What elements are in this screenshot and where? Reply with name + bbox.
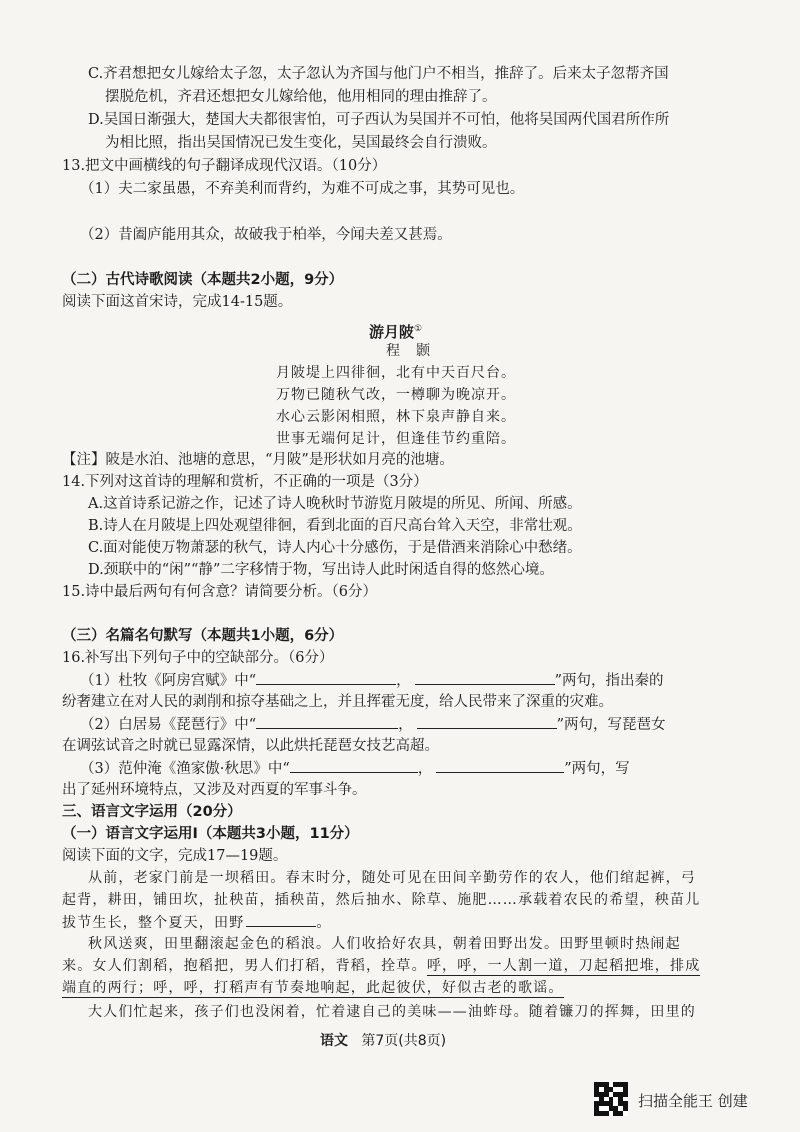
page-footer <box>320 1030 446 1050</box>
scanner-brand-label: 扫描全能王 创建 <box>638 1092 748 1110</box>
q16-item1-prefix: （1）杜牧《阿房宫赋》中“ <box>80 673 257 689</box>
q16-item3-suffix: ”两句，写 <box>564 761 630 777</box>
blank-16-2b[interactable] <box>417 714 557 729</box>
blank-16-3b[interactable] <box>436 758 564 773</box>
passage-p2-line3 <box>62 978 564 998</box>
question-16-item3 <box>80 758 630 779</box>
q16-item2-suffix: ”两句，写琵琶女 <box>556 717 666 733</box>
poetry-instruction: 阅读下面这首宋诗，完成14-15题。 <box>62 294 293 310</box>
q16-item1-mid: ， <box>396 673 411 689</box>
passage-p1-line3 <box>62 912 332 933</box>
blank-16-3a[interactable] <box>290 758 418 773</box>
poem-verse-3: 水心云影闲相照，林下泉声静自来。 <box>276 409 516 425</box>
question-14: 14.下列对这首诗的理解和赏析，不正确的一项是（3分） <box>62 474 428 490</box>
blank-passage-1[interactable] <box>246 912 316 927</box>
passage-p2-line2-text: 来。女人们割稻，抱稻把，男人们打稻，背稻，拴草。 <box>62 958 427 974</box>
poem-note: 【注】陂是水泊、池塘的意思，“月陂”是形状如月亮的池塘。 <box>62 452 454 468</box>
q16-item1-suffix: ”两句，指出秦的 <box>554 673 664 689</box>
question-16-item2 <box>80 714 666 735</box>
q16-item3-prefix: （3）范仲淹《渔家傲·秋思》中“ <box>80 761 290 777</box>
poem-title-text: 游月陂 <box>369 323 415 341</box>
section-recitation-heading: （三）名篇名句默写（本题共1小题，6分） <box>62 628 344 644</box>
passage-instruction: 阅读下面的文字，完成17—19题。 <box>62 848 288 864</box>
poem-verse-4: 世事无端何足计，但逢佳节约重陪。 <box>276 431 516 447</box>
option-c-line1: C.齐君想把女儿嫁给太子忽，太子忽认为齐国与他门户不相当，推辞了。后来太子忽帮齐国 <box>88 66 669 82</box>
q16-item2-mid: ， <box>398 717 413 733</box>
passage-p2-line2 <box>62 956 700 976</box>
passage-p1-line3-text: 拔节生长，整个夏天，田野 <box>62 915 245 931</box>
section-language-heading: 三、语言文字运用（20分） <box>62 804 242 820</box>
option-d-line1: D.吴国日渐强大，楚国大夫都很害怕，可子西认为吴国并不可怕，他将吴国两代国君所作所 <box>88 112 670 128</box>
underlined-sentence-part1: 呼，呼，一人割一道，刀起稻把堆，排成 <box>426 958 701 974</box>
poem-note-mark: ① <box>414 324 423 334</box>
question-13: 13.把文中画横线的句子翻译成现代汉语。（10分） <box>62 158 387 174</box>
question-16-item1 <box>80 670 664 691</box>
question-16-item2-cont: 在调弦试音之时就已显露深情，以此烘托琵琶女技艺高超。 <box>62 738 439 754</box>
question-15: 15.诗中最后两句有何含意？请简要分析。（6分） <box>62 584 378 600</box>
question-14-option-b: B.诗人在月陂堤上四处观望徘徊，看到北面的百尺高台耸入天空，非常壮观。 <box>88 518 582 534</box>
option-c-line2: 摆脱危机，齐君还想把女儿嫁给他，他用相同的理由推辞了。 <box>105 89 497 105</box>
blank-16-1b[interactable] <box>415 670 555 685</box>
blank-16-1a[interactable] <box>256 670 396 685</box>
option-d-line2: 为相比照，指出吴国情况已发生变化，吴国最终会自行溃败。 <box>105 135 497 151</box>
poem-verse-1: 月陂堤上四徘徊，北有中天百尺台。 <box>276 365 516 381</box>
question-13-part1: （1）夫二家虽愚，不弃美利而背约，为难不可成之事，其势可见也。 <box>80 181 525 197</box>
question-14-option-c: C.面对能使万物萧瑟的秋气，诗人内心十分感伤，于是借酒来消除心中愁绪。 <box>88 540 582 556</box>
footer-page-number: 第7页(共8页) <box>361 1033 447 1049</box>
poem-title <box>369 319 422 342</box>
poem-verse-2: 万物已随秋气改，一樽聊为晚凉开。 <box>276 387 516 403</box>
passage-p1-line2: 起背，耕田，铺田坎，扯秧苗，插秧苗，然后抽水、除草、施肥……承载着农民的希望，秧苗儿 <box>62 892 701 908</box>
passage-p1-line1: 从前，老家门前是一坝稻田。春末时分，随处可见在田间辛勤劳作的农人，他们绾起裤，弓 <box>88 870 696 886</box>
section-poetry-heading: （二）古代诗歌阅读（本题共2小题，9分） <box>62 272 344 288</box>
question-14-option-d: D.颈联中的“闲”“静”二字移情于物，写出诗人此时闲适自得的悠然心境。 <box>88 562 554 578</box>
poem-author: 程 颢 <box>386 343 431 359</box>
passage-p2-line1: 秋风送爽，田里翻滚起金色的稻浪。人们收拾好农具，朝着田野出发。田野里顿时热闹起 <box>88 936 681 952</box>
question-16-item3-cont: 出了延州环境特点，又涉及对西夏的军事斗争。 <box>62 782 367 798</box>
passage-p1-period: 。 <box>316 915 332 931</box>
q16-item3-mid: ， <box>417 761 433 777</box>
question-16-item1-cont: 纷奢建立在对人民的剥削和掠夺基础之上，并且挥霍无度，给人民带来了深重的灾难。 <box>62 694 613 710</box>
footer-subject: 语文 <box>320 1033 348 1049</box>
underlined-sentence-part2: 端直的两行；呼，呼，打稻声有节奏地响起，此起彼伏，好似古老的歌谣。 <box>62 980 564 996</box>
blank-16-2a[interactable] <box>256 714 398 729</box>
question-14-option-a: A.这首诗系记游之作，记述了诗人晚秋时节游览月陂堤的所见、所闻、所感。 <box>88 496 582 512</box>
q16-item2-prefix: （2）白居易《琵琶行》中“ <box>80 717 257 733</box>
question-16: 16.补写出下列句子中的空缺部分。（6分） <box>62 650 334 666</box>
section-language-1-heading: （一）语言文字运用Ⅰ（本题共3小题，11分） <box>62 826 359 842</box>
question-13-part2: （2）昔阖庐能用其众，故破我于柏举，今闻夫差又甚焉。 <box>80 227 452 243</box>
passage-p3-line1: 大人们忙起来，孩子们也没闲着，忙着逮自己的美味——油蚱母。随着镰刀的挥舞，田里的 <box>88 1004 696 1020</box>
qr-code-icon <box>594 1082 628 1116</box>
